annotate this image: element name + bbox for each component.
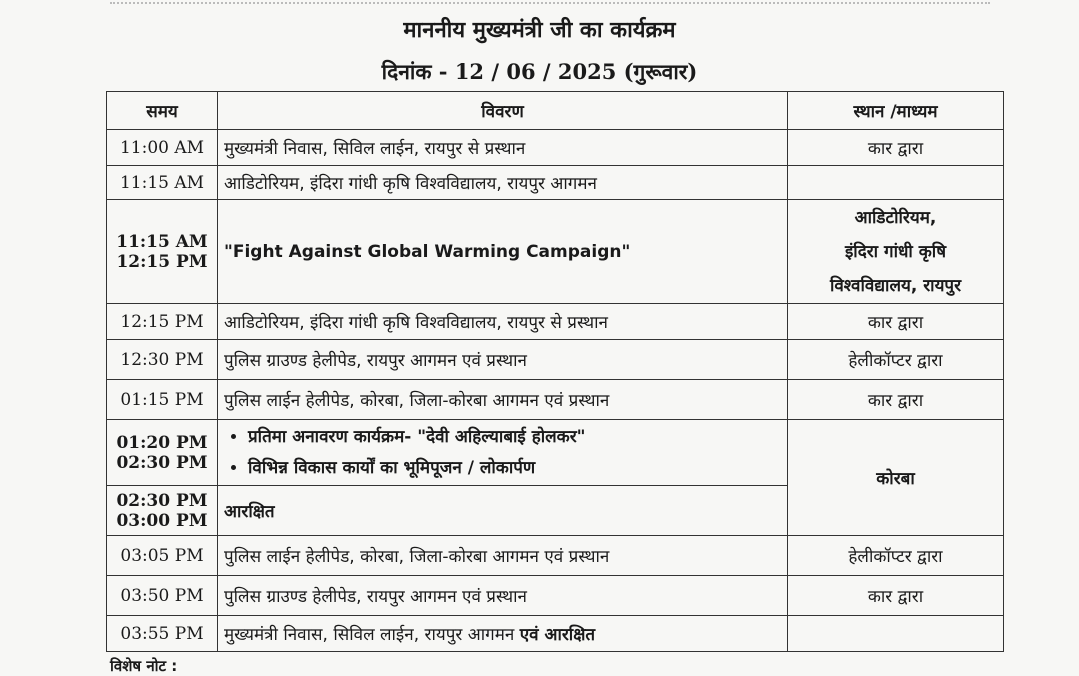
start-time: 02:30 PM — [116, 490, 208, 511]
column-header-time: समय — [107, 92, 218, 130]
end-time: 02:30 PM — [116, 452, 208, 473]
table-row — [107, 576, 1004, 616]
document-date: दिनांक - 12 / 06 / 2025 (गुरूवार) — [381, 59, 698, 84]
description-cell: पुलिस लाईन हेलीपेड, कोरबा, जिला-कोरबा आगमन एवं प्रस्थान — [218, 536, 788, 576]
table-row — [107, 340, 1004, 380]
time-range-cell — [107, 200, 218, 304]
description-bold-text: एवं आरक्षित — [519, 625, 596, 645]
place-line: आडिटोरियम, — [854, 207, 937, 228]
place-cell — [788, 200, 1004, 304]
place-cell: कोरबा — [788, 420, 1004, 536]
description-cell — [218, 420, 788, 486]
table-row — [107, 536, 1004, 576]
place-cell: हेलीकॉप्टर द्वारा — [788, 536, 1004, 576]
time-range-cell — [107, 486, 218, 536]
time-cell: 03:05 PM — [107, 536, 218, 576]
table-row — [107, 616, 1004, 652]
start-time: 11:15 AM — [116, 231, 208, 252]
place-cell: कार द्वारा — [788, 380, 1004, 420]
description-text: मुख्यमंत्री निवास, सिविल लाईन, रायपुर आगमन — [224, 625, 515, 645]
bullet-item: • प्रतिमा अनावरण कार्यक्रम- "देवी अहिल्याबाई होलकर" — [248, 422, 781, 453]
place-line: विश्वविद्यालय, रायपुर — [829, 275, 962, 296]
place-cell: कार द्वारा — [788, 576, 1004, 616]
description-cell: आरक्षित — [218, 486, 788, 536]
time-cell: 03:55 PM — [107, 616, 218, 652]
description-cell: "Fight Against Global Warming Campaign" — [218, 200, 788, 304]
time-cell: 12:15 PM — [107, 304, 218, 340]
document-title: माननीय मुख्यमंत्री जी का कार्यक्रम — [403, 18, 676, 43]
end-time: 12:15 PM — [116, 251, 208, 272]
table-row — [107, 420, 1004, 486]
place-cell: कार द्वारा — [788, 304, 1004, 340]
time-cell: 03:50 PM — [107, 576, 218, 616]
description-cell — [218, 616, 788, 652]
column-header-description: विवरण — [218, 92, 788, 130]
place-cell: कार द्वारा — [788, 130, 1004, 166]
time-cell: 12:30 PM — [107, 340, 218, 380]
place-cell: हेलीकॉप्टर द्वारा — [788, 340, 1004, 380]
description-cell: पुलिस ग्राउण्ड हेलीपेड, रायपुर आगमन एवं प्रस्थान — [218, 576, 788, 616]
time-cell: 11:00 AM — [107, 130, 218, 166]
schedule-table — [106, 91, 1004, 652]
place-cell — [788, 616, 1004, 652]
description-cell: पुलिस ग्राउण्ड हेलीपेड, रायपुर आगमन एवं प्रस्थान — [218, 340, 788, 380]
table-row — [107, 166, 1004, 200]
bullet-list — [224, 422, 781, 484]
table-row — [107, 380, 1004, 420]
table-row — [107, 200, 1004, 304]
end-time: 03:00 PM — [116, 510, 208, 531]
time-range-cell — [107, 420, 218, 486]
bullet-item: • विभिन्न विकास कार्यों का भूमिपूजन / लोकार्पण — [248, 453, 781, 484]
table-row — [107, 304, 1004, 340]
place-line: इंदिरा गांधी कृषि — [844, 241, 947, 262]
table-row — [107, 130, 1004, 166]
start-time: 01:20 PM — [116, 432, 208, 453]
table-header-row — [107, 92, 1004, 130]
description-cell: आडिटोरियम, इंदिरा गांधी कृषि विश्वविद्यालय, रायपुर से प्रस्थान — [218, 304, 788, 340]
top-dotted-rule — [110, 2, 990, 4]
description-cell: पुलिस लाईन हेलीपेड, कोरबा, जिला-कोरबा आगमन एवं प्रस्थान — [218, 380, 788, 420]
footer-note: विशेष नोट : — [110, 657, 178, 675]
description-cell: मुख्यमंत्री निवास, सिविल लाईन, रायपुर से प्रस्थान — [218, 130, 788, 166]
time-cell: 01:15 PM — [107, 380, 218, 420]
column-header-place: स्थान /माध्यम — [788, 92, 1004, 130]
time-cell: 11:15 AM — [107, 166, 218, 200]
description-cell: आडिटोरियम, इंदिरा गांधी कृषि विश्वविद्यालय, रायपुर आगमन — [218, 166, 788, 200]
place-cell — [788, 166, 1004, 200]
